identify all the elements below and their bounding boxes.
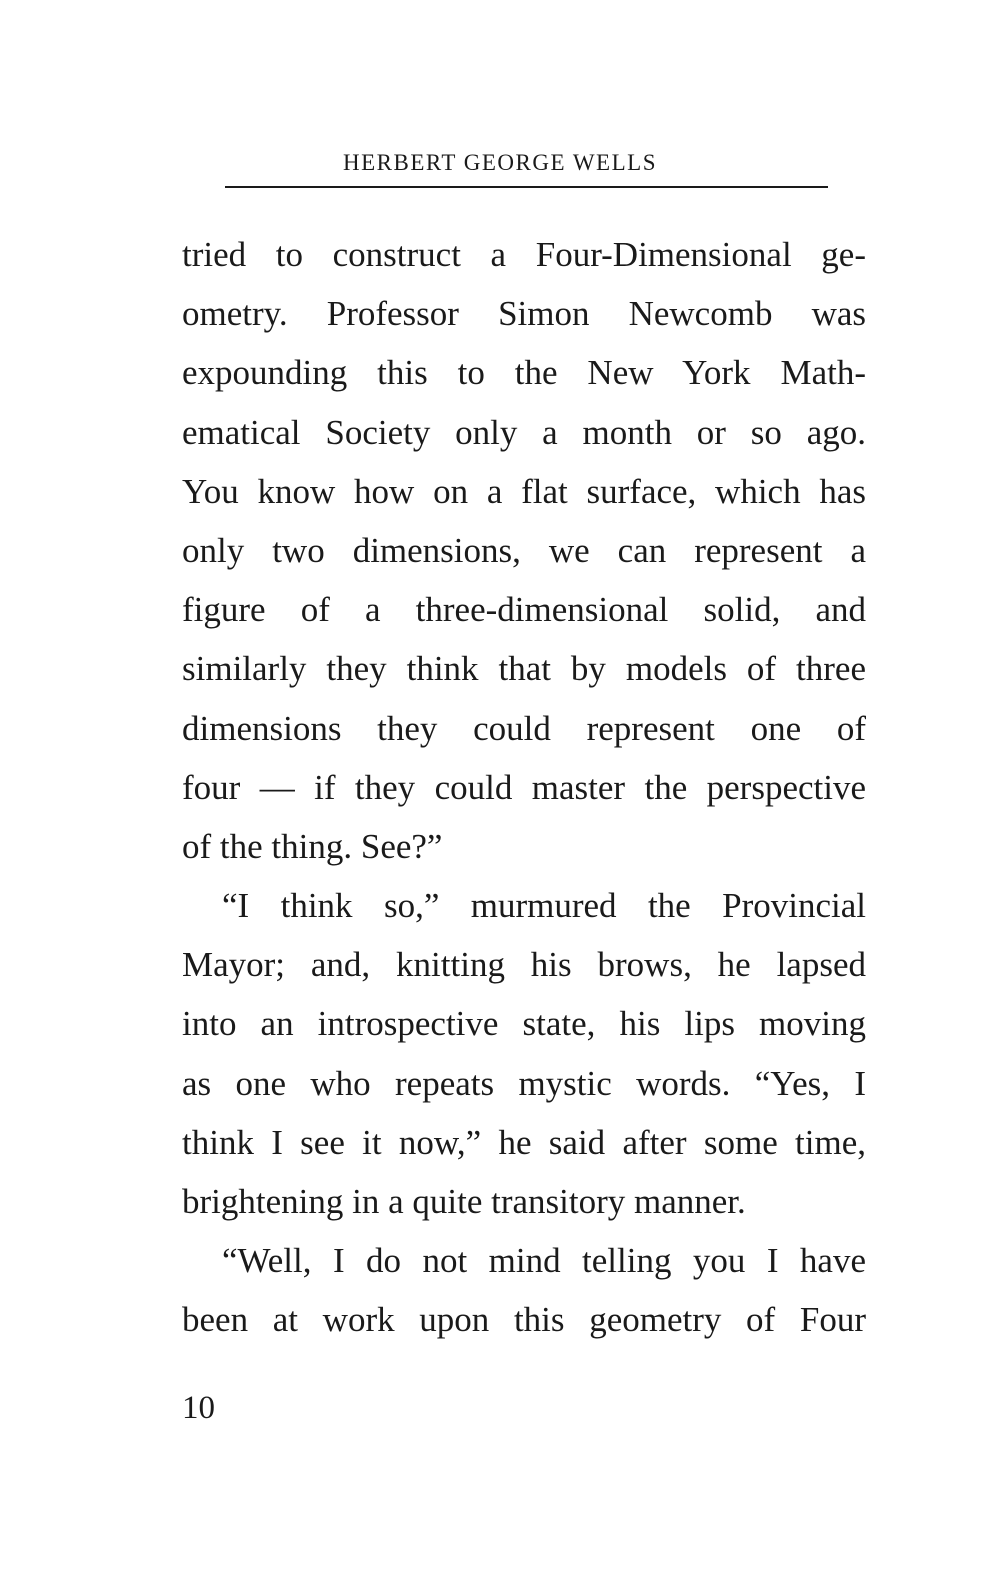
text-line: ometry. Professor Simon Newcomb was [182,294,866,334]
text-line: “I think so,” murmured the Provincial [222,886,866,926]
text-line: “Well, I do not mind telling you I have [222,1241,866,1281]
header-rule [225,186,828,188]
running-head: HERBERT GEORGE WELLS [343,150,657,175]
text-line: ematical Society only a month or so ago. [182,412,866,452]
text-line: figure of a three-dimensional solid, and [182,590,866,630]
text-line: Mayor; and, knitting his brows, he lapsed [182,945,866,985]
text-line: brightening in a quite transitory manner. [182,1182,746,1221]
text-line: as one who repeats mystic words. “Yes, I [182,1063,866,1103]
text-line: similarly they think that by models of three [182,649,866,689]
text-line: think I see it now,” he said after some time, [182,1122,866,1162]
text-line: You know how on a flat surface, which has [182,471,866,511]
text-line: expounding this to the New York Math- [182,353,866,393]
text-line: four — if they could master the perspective [182,767,866,807]
page-number: 10 [182,1390,215,1426]
text-line: tried to construct a Four-Dimensional ge- [182,235,866,274]
text-line: into an introspective state, his lips moving [182,1004,866,1044]
text-line: only two dimensions, we can represent a [182,530,866,570]
body-text [182,225,866,1350]
text-line: dimensions they could represent one of [182,708,866,748]
text-line: been at work upon this geometry of Four [182,1300,866,1340]
text-line: of the thing. See?” [182,826,443,866]
